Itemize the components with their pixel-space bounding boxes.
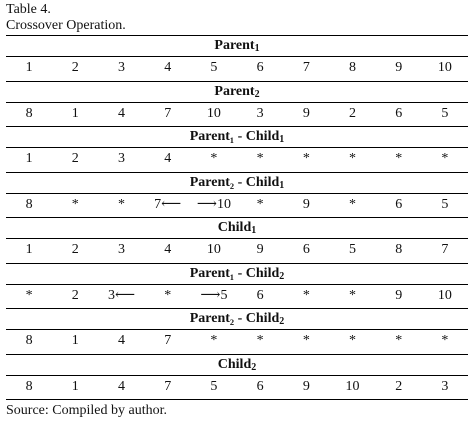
table-cell: 1 xyxy=(71,378,79,394)
table-cell: 6 xyxy=(395,105,403,121)
table-cell: 4 xyxy=(118,378,125,394)
table-bottom-rule xyxy=(6,399,468,400)
section-header-subscript: 2 xyxy=(254,88,260,100)
table-cell: 7 xyxy=(441,242,449,257)
table-cell: 9 xyxy=(302,105,310,121)
table-row xyxy=(6,103,468,125)
table-cell: 3 xyxy=(441,378,449,394)
table-cell: 8 xyxy=(395,242,403,257)
table-cell: 6 xyxy=(256,60,264,75)
table-cell: 2 xyxy=(349,105,357,121)
table-row xyxy=(6,285,468,307)
table-cell: * xyxy=(349,196,357,212)
section-header-label: Parent xyxy=(214,38,255,53)
table-number: Table 4. xyxy=(6,2,51,17)
table-cell: * xyxy=(441,151,449,166)
table-row xyxy=(6,330,468,352)
table-cell: 9 xyxy=(395,60,403,75)
table-source-note: Source: Compiled by author. xyxy=(6,403,167,418)
table-cell: 2 xyxy=(71,151,79,166)
table-cell: * xyxy=(302,287,310,303)
section-header xyxy=(6,82,468,102)
table-cell: 7 xyxy=(302,60,310,75)
table-cell: * xyxy=(349,333,357,348)
table-cell: * xyxy=(210,333,218,348)
table-cell: 10 xyxy=(206,242,221,257)
table-cell: 4 xyxy=(118,333,125,348)
table-cell: 6 xyxy=(256,287,264,303)
table-row xyxy=(6,57,468,79)
section-header xyxy=(6,127,468,147)
table-cell: 3⟵ xyxy=(107,287,136,303)
table-cell: 2 xyxy=(71,242,79,257)
table-cell: 2 xyxy=(395,378,403,394)
table-cell: * xyxy=(256,196,264,212)
table-row xyxy=(6,239,468,261)
table-cell: 9 xyxy=(302,196,310,212)
section-header-subscript: 2 xyxy=(279,270,285,282)
table-cell: * xyxy=(256,151,264,166)
table-cell: * xyxy=(210,151,218,166)
table-cell: 5 xyxy=(210,378,218,394)
table-title: Crossover Operation. xyxy=(6,18,126,33)
table-cell: * xyxy=(71,196,79,212)
table-cell: * xyxy=(25,287,33,303)
section-header-label: Parent₂ - Child xyxy=(189,311,280,326)
crossover-table xyxy=(6,35,468,401)
table-cell: * xyxy=(441,333,449,348)
table-cell: 7 xyxy=(164,378,172,394)
table-cell: 6 xyxy=(395,196,403,212)
table-cell: * xyxy=(256,333,264,348)
section-header xyxy=(6,36,468,56)
table-cell: 4 xyxy=(164,242,172,257)
section-header xyxy=(6,355,468,375)
section-header-subscript: 1 xyxy=(279,134,285,145)
table-cell: 1 xyxy=(71,333,79,348)
table-row xyxy=(6,148,468,170)
section-header-label: Parent₁ - Child xyxy=(189,129,280,144)
section-header-subscript: 2 xyxy=(251,361,257,373)
table-cell: 5 xyxy=(441,105,449,121)
table-cell: ⟶10 xyxy=(196,196,231,212)
section-header-label: Parent xyxy=(214,83,255,99)
table-cell: 3 xyxy=(118,242,125,257)
section-header xyxy=(6,173,468,193)
table-cell: 7⟵ xyxy=(154,196,182,212)
table-cell: 5 xyxy=(441,196,449,212)
section-header xyxy=(6,264,468,284)
table-cell: 9 xyxy=(302,378,310,394)
table-cell: 2 xyxy=(71,60,79,75)
section-header-label: Parent₁ - Child xyxy=(189,265,280,281)
section-header xyxy=(6,218,468,238)
table-cell: * xyxy=(302,333,310,348)
table-cell: 7 xyxy=(164,105,172,121)
table-cell: 9 xyxy=(256,242,264,257)
section-header-subscript: 2 xyxy=(279,316,285,327)
table-cell: 10 xyxy=(206,105,221,121)
table-cell: ⟶5 xyxy=(200,287,228,303)
table-cell: 1 xyxy=(25,151,33,166)
section-header-label: Parent₂ - Child xyxy=(189,174,280,190)
section-header xyxy=(6,309,468,329)
table-cell: * xyxy=(395,333,403,348)
table-cell: 10 xyxy=(437,60,452,75)
section-header-label: Child xyxy=(217,220,252,235)
table-row xyxy=(6,194,468,216)
table-cell: 7 xyxy=(164,333,172,348)
table-cell: 3 xyxy=(256,105,264,121)
table-cell: 8 xyxy=(25,105,33,121)
table-row xyxy=(6,376,468,398)
table-cell: 8 xyxy=(25,196,33,212)
table-cell: 4 xyxy=(118,105,125,121)
table-cell: 8 xyxy=(25,333,33,348)
table-cell: 3 xyxy=(118,60,125,75)
table-cell: 5 xyxy=(349,242,357,257)
section-header-subscript: 1 xyxy=(251,225,257,236)
table-cell: 8 xyxy=(25,378,33,394)
table-cell: * xyxy=(395,151,403,166)
table-cell: 8 xyxy=(349,60,357,75)
table-cell: 1 xyxy=(25,242,33,257)
table-cell: 4 xyxy=(164,151,172,166)
table-cell: * xyxy=(302,151,310,166)
table-cell: * xyxy=(164,287,172,303)
table-cell: 3 xyxy=(118,151,125,166)
table-cell: 10 xyxy=(345,378,360,394)
table-cell: 9 xyxy=(395,287,403,303)
table-cell: 10 xyxy=(437,287,452,303)
table-cell: * xyxy=(349,287,357,303)
table-cell: 4 xyxy=(164,60,172,75)
table-cell: 6 xyxy=(302,242,310,257)
section-header-subscript: 1 xyxy=(254,43,260,54)
table-cell: 1 xyxy=(71,105,79,121)
table-cell: 5 xyxy=(210,60,218,75)
section-header-label: Child xyxy=(217,356,252,372)
section-header-subscript: 1 xyxy=(279,179,285,191)
table-cell: 2 xyxy=(71,287,79,303)
table-cell: 6 xyxy=(256,378,264,394)
table-cell: * xyxy=(349,151,357,166)
table-cell: * xyxy=(118,196,125,212)
table-cell: 1 xyxy=(25,60,33,75)
